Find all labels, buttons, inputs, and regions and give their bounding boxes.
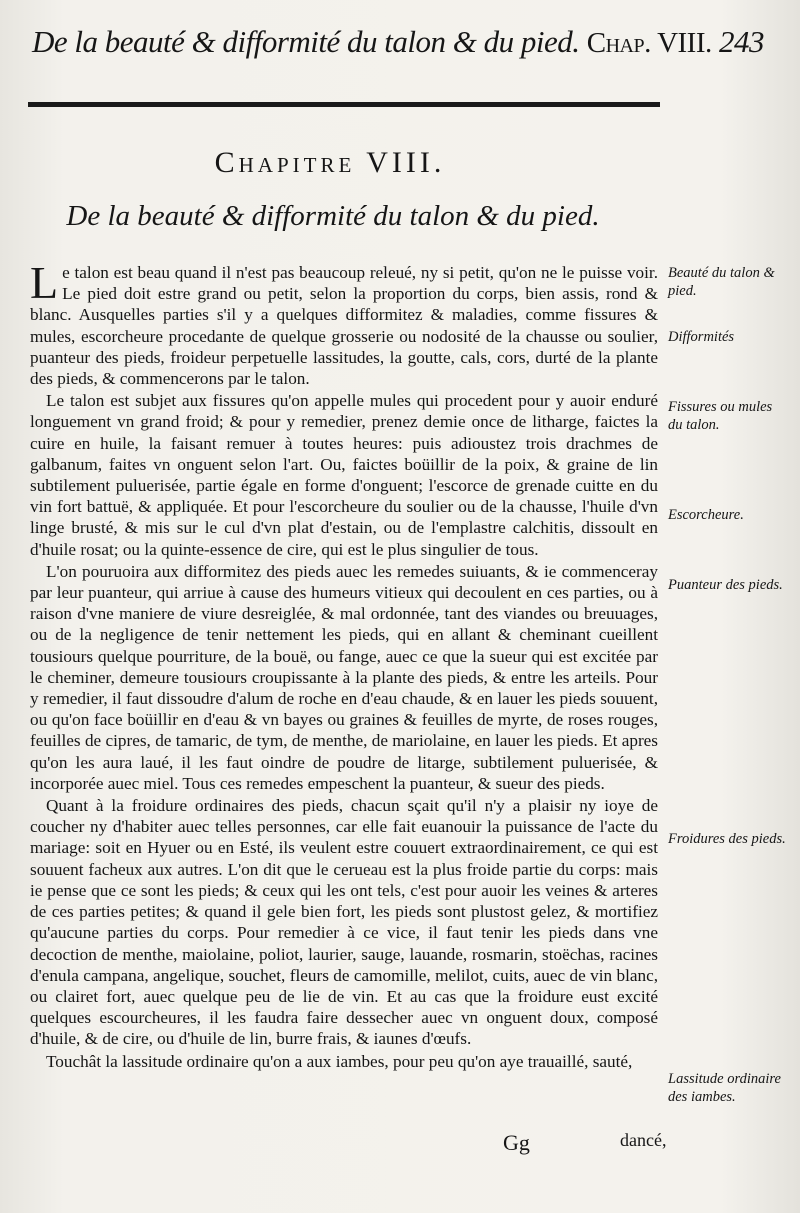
running-head-title: De la beauté & difformité du talon & du pied. <box>32 24 580 59</box>
header-rule <box>28 102 660 107</box>
running-head <box>32 24 762 60</box>
paragraph-puanteur: L'on pouruoira aux difformitez des pieds auec les remedes suiuants, & ie commenceray par leur puanteur, qui arriue à cause des humeurs vitieux qui decoulent en ces parties, ou à raison d'vne maniere de viure desreiglée, & mal ordonnée, tant des viandes ou breuuages, ou de la negligence de tenir nettement les pieds, qui en allant & cheminant cueillent tousiours quelque pourriture, de la bouë, ou fange, auec ce que la sueur qui est excitée par le cheminer, demeure tousiours croupissante à la plante des pieds, & entre les arteils. Pour y remedier, il faut dissoudre d'alum de roche en d'eau chaude, & en lauer les pieds souuent, ou qu'on face boüillir en d'eau & vn bayes ou graines & feuilles de myrte, de roses rouges, feuilles de cipres, de tamaric, de tym, de menthe, de mariolaine, en lauer les pieds. Et apres qu'on les aura laué, il les faut oindre de poudre de litarge, subtilement puluerisée, & incorporée auec miel. Tous ces remedes empeschent la puanteur, & sueur des pieds. <box>30 561 658 793</box>
catchword: dancé, <box>620 1130 667 1150</box>
page-number: 243 <box>719 24 764 59</box>
chapter-subtitle: De la beauté & difformité du talon & du pied. <box>66 200 600 232</box>
margin-note-beaute: Beauté du talon & pied. <box>668 265 775 299</box>
paragraph-lassitude: Touchât la lassitude ordinaire qu'on a aux iambes, pour peu qu'on aye trauaillé, sauté, <box>46 1051 633 1071</box>
margin-note-difformites: Difformités <box>668 329 735 345</box>
paragraph-fissures: Le talon est subjet aux fissures qu'on appelle mules qui procedent pour y auoir enduré longuement vn grand froid; & pour y remedier, prenez demie once de litharge, faictes la cuire en huile, la faisant remuer à toutes heures: puis adioustez trois drachmes de galbanum, faites vn onguent selon l'art. Ou, faictes boüillir de la poix, & graine de lin subtilement puluerisée, partie égale en forme d'onguent; l'escorce de grenade cuitte en du vin fort battuë, & appliquée. Et pour l'escorcheure du soulier ou de la chausse, l'huile d'vn linge brusté, & mis sur le cul d'vn plat d'estain, ou de l'emplastre calchitis, dissoult en d'huile rosat; ou la quinte-essence de cire, qui est le plus singulier de tous. <box>30 391 658 559</box>
paragraph-talon-beauty: Le talon est beau quand il n'est pas beaucoup releué, ny si petit, qu'on ne le puisse voir. Le pied doit estre grand ou petit, selon la proportion du corps, bien assis, rond & blanc. Ausquelles parties s'il y a quelques difformitez & maladies, comme fissures & mules, escorcheure procedante de quelque grosserie ou nodosité de la chausse ou soulier, puanteur des pieds, froideur perpetuelle lassitudes, la goutte, cals, cors, durté de la plante des pieds, & commencerons par le talon. <box>30 257 658 389</box>
margin-note-froidures: Froidures des pieds. <box>668 831 786 847</box>
chapter-title: Chapitre VIII. <box>214 146 446 179</box>
signature-mark: Gg <box>503 1130 530 1155</box>
margin-note-lassitude: Lassitude ordinaire des iambes. <box>668 1071 781 1105</box>
running-head-chapter: Chap. VIII. <box>586 27 712 59</box>
drop-cap: L <box>30 257 59 308</box>
margin-note-fissures: Fissures ou mules du talon. <box>668 399 773 433</box>
body-text <box>30 257 658 1072</box>
paragraph-froidure: Quant à la froidure ordinaires des pieds, chacun sçait qu'il n'y a plaisir ny ioye de coucher ny d'habiter auec telles personnes, car elle fait euanouir la puissance de l'acte du mariage: soit en Hyuer ou en Esté, ils veulent estre couuert extraordinairement, ce qui est souuent facheux aux autres. L'on dit que le cerueau est la plus froide partie du corps: mais ie pense que ce sont les pieds; & ceux qui les ont tels, c'est pour auoir les veines & arteres de ces parties petites; & quand il gele bien fort, les pieds sont plustost gelez, & mortifiez qu'aucune parties du corps. Pour remedier à ce vice, il faut tenir les pieds dans vne decoction de menthe, maiolaine, poliot, laurier, sauge, lauande, rosmarin, stoëchas, racines d'enula campana, angelique, souchet, fleurs de camomille, melilot, cuits, auec de vin blanc, ou clairet fort, auec quelque peu de lie de vin. Et au cas que la froidure eust excité quelques escourcheures, il les faudra faire dessecher auec vn onguent doux, composé d'huile, & de cire, ou d'huile de lin, burre frais, & iaunes d'œufs. <box>30 796 658 1049</box>
margin-note-escorcheure: Escorcheure. <box>668 507 744 523</box>
margin-note-puanteur: Puanteur des pieds. <box>668 577 783 593</box>
